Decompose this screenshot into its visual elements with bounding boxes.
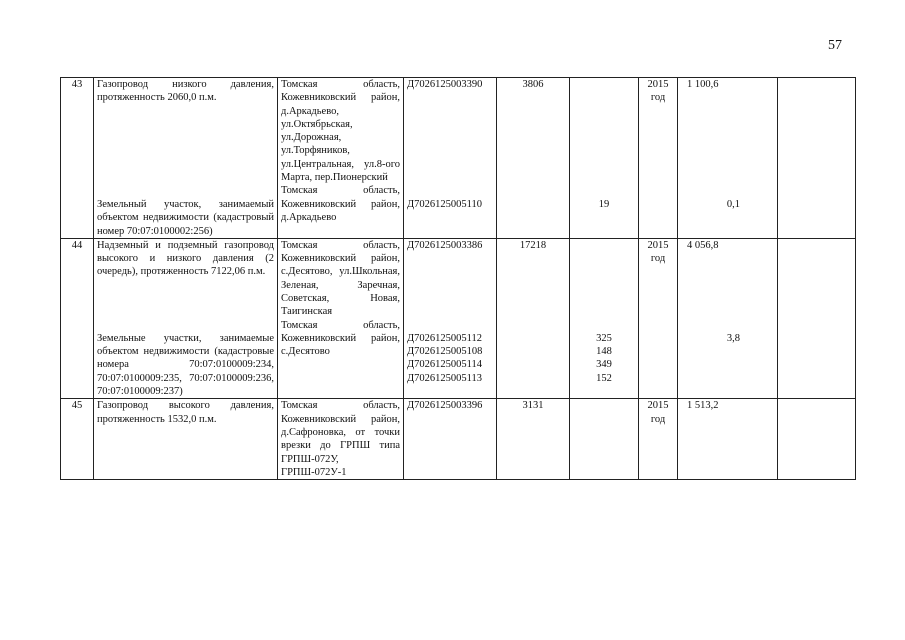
object-address: Томская область, Кожевниковский район, с.Десятово, ул.Школьная, Зеленая, Заречная, Советская, Новая, Таигинская bbox=[281, 239, 400, 318]
object-length: 17218 bbox=[497, 238, 570, 398]
object-name: Газопровод низкого давления, протяженность 2060,0 п.м. bbox=[97, 79, 274, 104]
object-value: 4 056,8 bbox=[687, 239, 719, 251]
land-code: Д7026125005113 bbox=[407, 372, 483, 384]
land-code: Д7026125005110 bbox=[407, 199, 483, 210]
empty-cell bbox=[778, 399, 856, 480]
land-value: 3,8 bbox=[726, 332, 740, 344]
object-name: Газопровод высокого давления, протяженность 1532,0 п.м. bbox=[94, 399, 278, 480]
land-area: 349 bbox=[596, 359, 612, 371]
object-length: 3806 bbox=[497, 78, 570, 239]
object-code: Д7026125003396 bbox=[404, 399, 497, 480]
table-row bbox=[61, 399, 856, 480]
page-number: 57 bbox=[828, 38, 842, 53]
land-area: 19 bbox=[598, 199, 610, 210]
land-address: Томская область, Кожевниковский район, с.Десятово bbox=[281, 319, 400, 358]
land-name: Земельные участки, занимаемые объектом недвижимости (кадастровые номера 70:07:0100009:234, 70:07:0100009:235, 70:07:0100009:236, 70:07:0100009:237) bbox=[97, 332, 274, 398]
object-value: 1 100,6 bbox=[687, 79, 719, 90]
row-number: 44 bbox=[61, 238, 94, 398]
object-address: Томская область, Кожевниковский район, д.Аркадьево, ул.Октябрьская, ул.Дорожная, ул.Торфяников, ул.Центральная, ул.8-ого Марта, пер.Пионерский bbox=[281, 79, 400, 184]
table-row bbox=[61, 78, 856, 239]
land-area: 148 bbox=[596, 346, 612, 358]
empty-cell bbox=[570, 399, 639, 480]
object-name: Надземный и подземный газопровод высокого и низкого давления (2 очередь), протяженность 7122,06 п.м. bbox=[97, 239, 274, 278]
year: 2015 год bbox=[639, 238, 678, 398]
object-code: Д7026125003386 bbox=[407, 239, 483, 251]
land-address: Томская область, Кожевниковский район, д.Аркадьево bbox=[281, 185, 400, 223]
row-number: 45 bbox=[61, 399, 94, 480]
row-number: 43 bbox=[61, 78, 94, 239]
property-table bbox=[60, 77, 856, 480]
land-code: Д7026125005108 bbox=[407, 346, 483, 358]
land-value: 0,1 bbox=[726, 199, 740, 210]
land-code: Д7026125005112 bbox=[407, 332, 483, 344]
land-code: Д7026125005114 bbox=[407, 359, 483, 371]
land-area: 152 bbox=[596, 372, 612, 384]
table-row bbox=[61, 238, 856, 398]
land-area: 325 bbox=[596, 332, 612, 344]
object-address: Томская область, Кожевниковский район, д.Сафроновка, от точки врезки до ГРПШ типа ГРПШ-072У, ГРПШ-072У-1 bbox=[278, 399, 404, 480]
object-length: 3131 bbox=[497, 399, 570, 480]
year: 2015 год bbox=[639, 78, 678, 239]
object-value: 1 513,2 bbox=[678, 399, 778, 480]
empty-cell bbox=[778, 238, 856, 398]
year: 2015 год bbox=[639, 399, 678, 480]
object-code: Д7026125003390 bbox=[407, 79, 483, 90]
empty-cell bbox=[778, 78, 856, 239]
land-name: Земельный участок, занимаемый объектом недвижимости (кадастровый номер 70:07:0100002:256) bbox=[97, 199, 274, 237]
